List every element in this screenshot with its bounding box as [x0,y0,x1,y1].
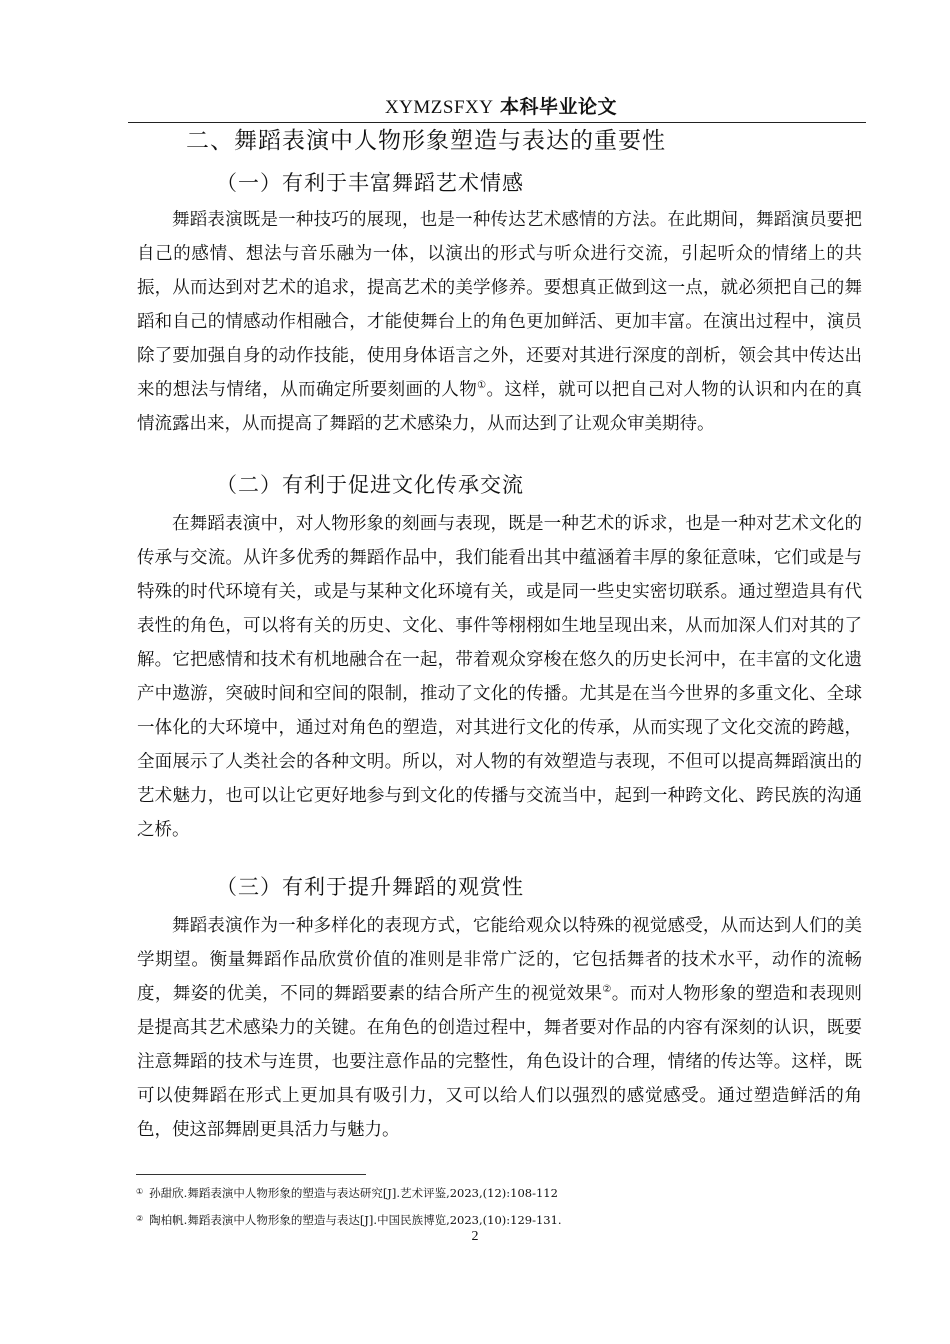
header-rule [128,122,866,123]
section-paragraph-2: 在舞蹈表演中，对人物形象的刻画与表现，既是一种艺术的诉求，也是一种对艺术文化的传承与交流。从许多优秀的舞蹈作品中，我们能看出其中蕴涵着丰厚的象征意味，它们或是与特殊的时代环境有关，或是与某种文化环境有关，或是同一些史实密切联系。通过塑造具有代表性的角色，可以将有关的历史、文化、事件等栩栩如生地呈现出来，从而加深人们对其的了解。它把感情和技术有机地融合在一起，带着观众穿梭在悠久的历史长河中，在丰富的文化遗产中遨游，突破时间和空间的限制，推动了文化的传播。尤其是在当今世界的多重文化、全球一体化的大环境中，通过对角色的塑造，对其进行文化的传承，从而实现了文化交流的跨越，全面展示了人类社会的各种文明。所以，对人物的有效塑造与表现，不但可以提高舞蹈演出的艺术魅力，也可以让它更好地参与到文化的传播与交流当中，起到一种跨文化、跨民族的沟通之桥。 [137,514,862,840]
footnote-mark-2: ② [136,1214,144,1223]
footnote-rule [136,1174,366,1175]
footnote-ref-1[interactable]: ① [477,380,487,391]
footnote-text-2: 陶柏帆.舞蹈表演中人物形象的塑造与表达[J].中国民族博览,2023,(10):129-131. [149,1213,562,1227]
section-heading-3: （三）有利于提升舞蹈的观赏性 [216,875,524,899]
footnote-mark-1: ① [136,1187,144,1196]
page-number: 2 [471,1229,479,1244]
section-heading-1: （一）有利于丰富舞蹈艺术情感 [216,171,524,195]
footnote-2 [136,1211,866,1228]
header-thesis-label: 本科毕业论文 [500,96,618,118]
header-school-code: XYMZSFXY [384,97,494,118]
footnote-1 [136,1184,866,1201]
running-header [136,94,866,120]
section-paragraph-1: 舞蹈表演既是一种技巧的展现，也是一种传达艺术感情的方法。在此期间，舞蹈演员要把自己的感情、想法与音乐融为一体，以演出的形式与听众进行交流，引起听众的情绪上的共振，从而达到对艺术的追求，提高艺术的美学修养。要想真正做到这一点，就必须把自己的舞蹈和自己的情感动作相融合，才能使舞台上的角色更加鲜活、更加丰富。在演出过程中，演员除了要加强自身的动作技能，使用身体语言之外，还要对其进行深度的剖析，领会其中传达出来的想法与情绪，从而确定所要刻画的人物①。这样，就可以把自己对人物的认识和内在的真情流露出来，从而提高了舞蹈的艺术感染力，从而达到了让观众审美期待。 [137,210,863,434]
chapter-title: 二、舞蹈表演中人物形象塑造与表达的重要性 [186,128,666,154]
section-paragraph-3: 舞蹈表演作为一种多样化的表现方式，它能给观众以特殊的视觉感受，从而达到人们的美学期望。衡量舞蹈作品欣赏价值的准则是非常广泛的，它包括舞者的技术水平，动作的流畅度，舞姿的优美，不同的舞蹈要素的结合所产生的视觉效果②。而对人物形象的塑造和表现则是提高其艺术感染力的关键。在角色的创造过程中，舞者要对作品的内容有深刻的认识，既要注意舞蹈的技术与连贯，也要注意作品的完整性，角色设计的合理，情绪的传达等。这样，既可以使舞蹈在形式上更加具有吸引力，又可以给人们以强烈的感觉感受。通过塑造鲜活的角色，使这部舞剧更具活力与魅力。 [137,916,863,1140]
footnote-ref-2[interactable]: ② [602,984,612,995]
footnote-text-1: 孙甜欣.舞蹈表演中人物形象的塑造与表达研究[J].艺术评鉴,2023,(12):108-112 [149,1186,558,1200]
section-heading-2: （二）有利于促进文化传承交流 [216,473,524,497]
